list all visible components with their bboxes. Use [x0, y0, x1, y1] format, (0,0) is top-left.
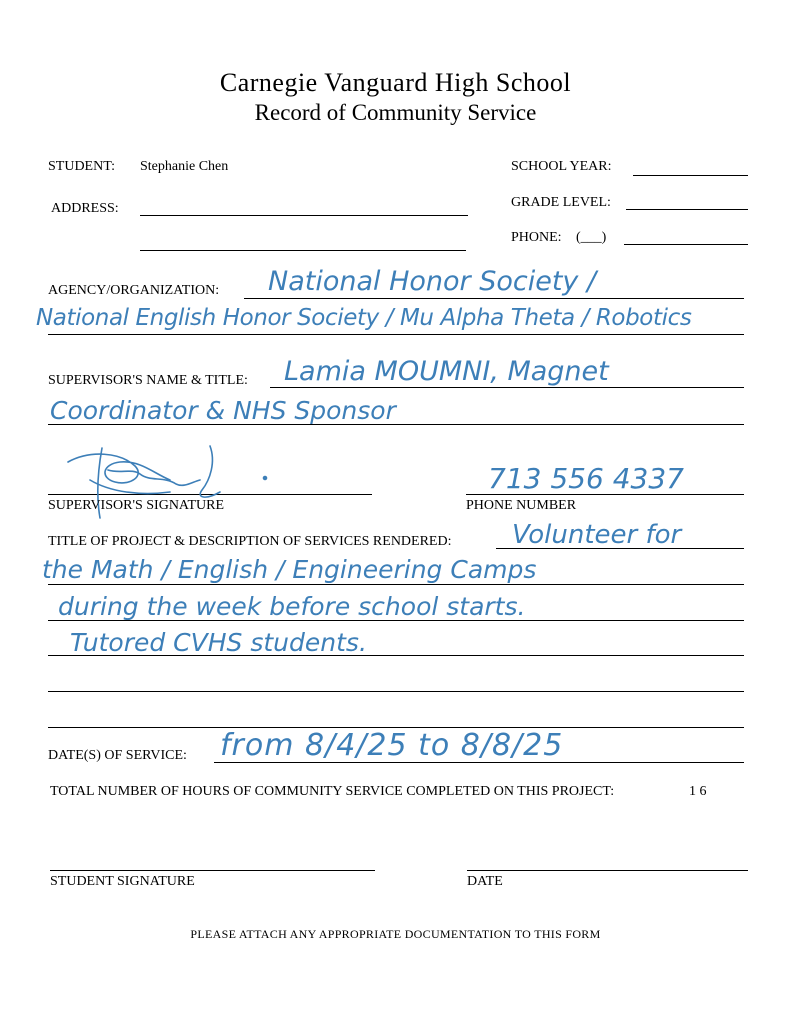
project-line-5-field[interactable]	[48, 691, 744, 692]
address-line-1-field[interactable]	[140, 215, 468, 216]
phone-number-value: 713 556 4337	[488, 462, 684, 495]
student-signature-field[interactable]	[50, 870, 375, 871]
student-name-field[interactable]: Stephanie Chen	[140, 159, 229, 174]
project-line-2-field[interactable]	[48, 584, 744, 585]
agency-line-2-field[interactable]	[48, 334, 744, 335]
project-label: TITLE OF PROJECT & DESCRIPTION OF SERVICES RENDERED:	[48, 534, 452, 549]
date-label: DATE	[467, 874, 503, 889]
supervisor-line-1-field[interactable]	[270, 387, 744, 388]
agency-line-1-field[interactable]	[244, 298, 744, 299]
dates-value: from 8/4/25 to 8/8/25	[220, 728, 564, 763]
hours-label: TOTAL NUMBER OF HOURS OF COMMUNITY SERVICE COMPLETED ON THIS PROJECT:	[50, 784, 615, 799]
project-value-1: Volunteer for	[512, 520, 682, 550]
footer-note: PLEASE ATTACH ANY APPROPRIATE DOCUMENTATION TO THIS FORM	[190, 927, 601, 941]
grade-level-field[interactable]	[626, 209, 748, 210]
address-label: ADDRESS:	[51, 201, 119, 216]
school-year-label: SCHOOL YEAR:	[511, 159, 612, 174]
phone-number-label: PHONE NUMBER	[466, 498, 577, 513]
supervisor-signature-label: SUPERVISOR'S SIGNATURE	[48, 498, 225, 513]
school-year-field[interactable]	[633, 175, 748, 176]
hours-value[interactable]: 1 6	[689, 784, 707, 799]
phone-area-code: (___)	[576, 230, 607, 245]
date-field[interactable]	[467, 870, 748, 871]
agency-label: AGENCY/ORGANIZATION:	[48, 283, 220, 298]
student-signature-label: STUDENT SIGNATURE	[50, 874, 195, 889]
project-value-3: during the week before school starts.	[58, 592, 526, 621]
phone-field[interactable]	[624, 244, 748, 245]
project-value-2: the Math / English / Engineering Camps	[42, 555, 537, 584]
project-value-4: Tutored CVHS students.	[70, 628, 367, 657]
form-title: Record of Community Service	[254, 100, 537, 125]
grade-level-label: GRADE LEVEL:	[511, 195, 611, 210]
supervisor-value-2: Coordinator & NHS Sponsor	[50, 396, 396, 425]
student-label: STUDENT:	[48, 159, 115, 174]
agency-value-2: National English Honor Society / Mu Alpha Theta / Robotics	[36, 305, 692, 331]
agency-value-1: National Honor Society /	[268, 266, 597, 297]
address-line-2-field[interactable]	[140, 250, 466, 251]
phone-label: PHONE:	[511, 230, 562, 245]
school-name: Carnegie Vanguard High School	[219, 68, 572, 97]
dates-label: DATE(S) OF SERVICE:	[48, 748, 187, 763]
supervisor-name-label: SUPERVISOR'S NAME & TITLE:	[48, 373, 248, 388]
supervisor-value-1: Lamia MOUMNI, Magnet	[284, 356, 609, 387]
